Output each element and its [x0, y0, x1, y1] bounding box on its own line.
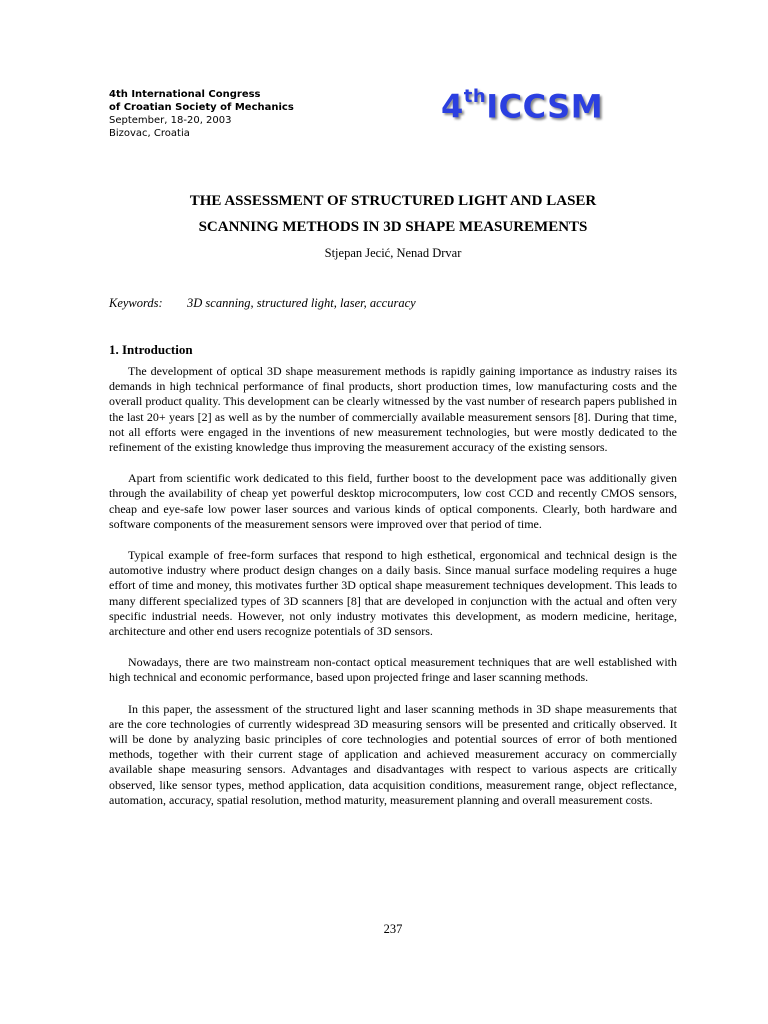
logo-text: ICCSM — [486, 87, 604, 126]
logo-superscript: th — [463, 86, 487, 107]
paragraph: Typical example of free-form surfaces that respond to high esthetical, ergonomical and technical design is the automotive industry where product design changes on a daily basis. Since manual surface modeling requires a huge effort of time and money, this motivates further 3D optical shape measurement techniques development. This leads to many different specialized types of 3D scanners [8] that are developed in conjunction with the actual and often very specific industrial needs. However, not only industry motivates this development, as modern medicine, heritage, architecture and other end users recognize potentials of 3D sensors. — [109, 548, 677, 639]
paper-title-line1: THE ASSESSMENT OF STRUCTURED LIGHT AND LASER — [189, 193, 597, 209]
page-number: 237 — [383, 922, 403, 936]
paragraph: Apart from scientific work dedicated to this field, further boost to the development pace was additionally given through the availability of cheap yet powerful desktop microcomputers, low cost CCD and recently CMOS sensors, cheap and eye-safe low power laser sources and various kinds of optical components. Clearly, both hardware and software components of the measurement sensors were improved over that period of time. — [109, 471, 677, 531]
logo-number: 4 — [441, 87, 464, 126]
paragraph: The development of optical 3D shape measurement methods is rapidly gaining importance as industry raises its demands in high technical performance of final products, short production times, low manufacturing costs and the overall product quality. This development can be clearly witnessed by the vast number of research papers published in the last 20+ years [2] as well as by the number of commercially available measurement sensors [8]. During that time, not all efforts were engaged in the inventions of new measurement technologies, but were mostly dedicated to the refinement of the existing knowledge thus improving the measurement accuracy of the existing sensors. — [109, 364, 677, 455]
conference-dates: September, 18-20, 2003 — [109, 115, 232, 126]
iccsm-logo — [441, 81, 603, 127]
conference-info — [109, 88, 294, 140]
keywords-line — [109, 296, 416, 311]
paragraph: In this paper, the assessment of the structured light and laser scanning methods in 3D shape measurements that are the core technologies of currently widespread 3D measuring sensors will be presented and critically observed. It will be done by analyzing basic principles of core technologies and potential sources of error of both mentioned methods, together with their current stage of application and achieved measurement accuracy on commercially available shape measuring sensors. Advantages and disadvantages with respect to various aspects are critically observed, like sensor types, method application, data acquisition conditions, measurement range, object reflectance, automation, accuracy, spatial resolution, method maturity, measurement planning and overall measurement costs. — [109, 701, 677, 807]
section-body — [109, 364, 677, 824]
paper-authors: Stjepan Jecić, Nenad Drvar — [324, 246, 462, 260]
conference-location: Bizovac, Croatia — [109, 128, 190, 139]
conference-name-line1: 4th International Congress — [109, 89, 261, 100]
keywords-list: 3D scanning, structured light, laser, accuracy — [187, 296, 416, 310]
conference-name-line2: of Croatian Society of Mechanics — [109, 102, 294, 113]
keywords-label: Keywords: — [109, 296, 163, 310]
paper-title-line2: SCANNING METHODS IN 3D SHAPE MEASUREMENTS — [198, 219, 588, 235]
paragraph: Nowadays, there are two mainstream non-contact optical measurement techniques that are well established with high technical and economic performance, based upon projected fringe and laser scanning methods. — [109, 655, 677, 685]
section-heading: 1. Introduction — [109, 342, 193, 357]
